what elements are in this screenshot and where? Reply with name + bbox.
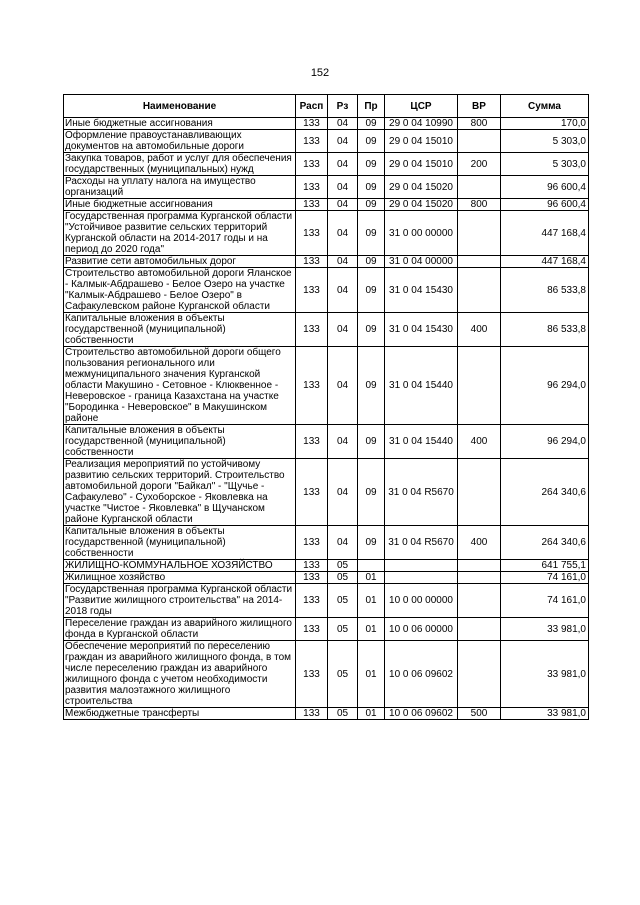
cell-sum: 264 340,6 (501, 459, 589, 526)
cell-rasp: 133 (296, 313, 328, 347)
table-row (64, 347, 589, 425)
cell-vr: 400 (458, 425, 501, 459)
cell-name: Строительство автомобильной дороги общего пользования регионального или межмуниципального значения Курганской области Макушино - Сетовное - Клюквенное - Неверовское - граница Казахстана на участке "Бородинка - Неверовское" в Макушинском районе (64, 347, 296, 425)
cell-name: Иные бюджетные ассигнования (64, 199, 296, 211)
cell-rasp: 133 (296, 584, 328, 618)
cell-csr: 10 0 00 00000 (385, 584, 458, 618)
table-row (64, 118, 589, 130)
cell-pr: 01 (358, 708, 385, 720)
col-header-csr: ЦСР (385, 95, 458, 118)
cell-pr: 09 (358, 118, 385, 130)
cell-name: Развитие сети автомобильных дорог (64, 256, 296, 268)
table-row (64, 526, 589, 560)
cell-csr: 31 0 04 R5670 (385, 459, 458, 526)
cell-name: Закупка товаров, работ и услуг для обеспечения государственных (муниципальных) нужд (64, 153, 296, 176)
cell-sum: 33 981,0 (501, 618, 589, 641)
cell-sum: 96 600,4 (501, 199, 589, 211)
cell-pr: 01 (358, 618, 385, 641)
cell-vr (458, 618, 501, 641)
cell-sum: 641 755,1 (501, 560, 589, 572)
cell-rasp: 133 (296, 199, 328, 211)
cell-pr (358, 560, 385, 572)
cell-rasp: 133 (296, 618, 328, 641)
cell-name: Строительство автомобильной дороги Яланское - Калмык-Абдрашево - Белое Озеро на участке "Калмык-Абдрашево - Белое Озеро" в Сафакулевском районе Курганской области (64, 268, 296, 313)
cell-rasp: 133 (296, 130, 328, 153)
cell-rasp: 133 (296, 572, 328, 584)
table-row (64, 176, 589, 199)
cell-rz: 05 (328, 584, 358, 618)
cell-name: Переселение граждан из аварийного жилищного фонда в Курганской области (64, 618, 296, 641)
cell-pr: 09 (358, 153, 385, 176)
cell-sum: 74 161,0 (501, 572, 589, 584)
col-header-pr: Пр (358, 95, 385, 118)
cell-rz: 05 (328, 618, 358, 641)
table-row (64, 256, 589, 268)
cell-csr: 29 0 04 15020 (385, 199, 458, 211)
cell-vr: 500 (458, 708, 501, 720)
cell-sum: 96 294,0 (501, 347, 589, 425)
col-header-rasp: Расп (296, 95, 328, 118)
cell-name: Расходы на уплату налога на имущество организаций (64, 176, 296, 199)
cell-rz: 04 (328, 459, 358, 526)
cell-name: Капитальные вложения в объекты государственной (муниципальной) собственности (64, 313, 296, 347)
cell-rz: 04 (328, 153, 358, 176)
cell-pr: 09 (358, 211, 385, 256)
cell-sum: 447 168,4 (501, 256, 589, 268)
cell-csr: 31 0 04 00000 (385, 256, 458, 268)
cell-rz: 04 (328, 313, 358, 347)
table-row (64, 130, 589, 153)
cell-sum: 86 533,8 (501, 268, 589, 313)
cell-pr: 01 (358, 641, 385, 708)
cell-vr (458, 256, 501, 268)
cell-name: ЖИЛИЩНО-КОММУНАЛЬНОЕ ХОЗЯЙСТВО (64, 560, 296, 572)
cell-rz: 04 (328, 347, 358, 425)
cell-vr (458, 641, 501, 708)
cell-rz: 04 (328, 425, 358, 459)
table-row (64, 618, 589, 641)
table-row (64, 313, 589, 347)
cell-csr: 29 0 04 15010 (385, 130, 458, 153)
cell-rz: 05 (328, 572, 358, 584)
cell-name: Капитальные вложения в объекты государственной (муниципальной) собственности (64, 425, 296, 459)
cell-rasp: 133 (296, 176, 328, 199)
cell-vr (458, 130, 501, 153)
table-row (64, 425, 589, 459)
cell-rasp: 133 (296, 425, 328, 459)
cell-pr: 09 (358, 313, 385, 347)
cell-sum: 86 533,8 (501, 313, 589, 347)
cell-rz: 04 (328, 268, 358, 313)
cell-sum: 5 303,0 (501, 130, 589, 153)
cell-rasp: 133 (296, 459, 328, 526)
cell-rasp: 133 (296, 256, 328, 268)
cell-rz: 04 (328, 176, 358, 199)
cell-sum: 264 340,6 (501, 526, 589, 560)
cell-vr (458, 347, 501, 425)
cell-pr: 09 (358, 176, 385, 199)
table-row (64, 459, 589, 526)
cell-pr: 01 (358, 572, 385, 584)
cell-pr: 09 (358, 256, 385, 268)
cell-pr: 09 (358, 347, 385, 425)
cell-rasp: 133 (296, 268, 328, 313)
col-header-vr: ВР (458, 95, 501, 118)
cell-name: Капитальные вложения в объекты государственной (муниципальной) собственности (64, 526, 296, 560)
cell-csr: 31 0 04 15430 (385, 268, 458, 313)
cell-csr: 31 0 04 R5670 (385, 526, 458, 560)
cell-rz: 05 (328, 708, 358, 720)
cell-rz: 04 (328, 211, 358, 256)
cell-csr: 31 0 04 15440 (385, 347, 458, 425)
cell-rasp: 133 (296, 708, 328, 720)
table-row (64, 268, 589, 313)
cell-pr: 09 (358, 425, 385, 459)
cell-sum: 447 168,4 (501, 211, 589, 256)
cell-rasp: 133 (296, 347, 328, 425)
col-header-rz: Рз (328, 95, 358, 118)
cell-sum: 33 981,0 (501, 641, 589, 708)
cell-csr: 29 0 04 15020 (385, 176, 458, 199)
cell-name: Жилищное хозяйство (64, 572, 296, 584)
cell-rasp: 133 (296, 211, 328, 256)
table-row (64, 560, 589, 572)
cell-sum: 33 981,0 (501, 708, 589, 720)
cell-sum: 74 161,0 (501, 584, 589, 618)
cell-vr: 200 (458, 153, 501, 176)
cell-pr: 09 (358, 130, 385, 153)
budget-table (63, 94, 589, 720)
cell-csr (385, 572, 458, 584)
cell-csr: 29 0 04 10990 (385, 118, 458, 130)
table-row (64, 584, 589, 618)
cell-csr: 10 0 06 00000 (385, 618, 458, 641)
cell-name: Государственная программа Курганской области "Развитие жилищного строительства" на 2014-2018 годы (64, 584, 296, 618)
cell-rz: 04 (328, 256, 358, 268)
cell-name: Реализация мероприятий по устойчивому развитию сельских территорий. Строительство автомобильной дороги "Байкал" - "Щучье - Сафакулево" - Сухоборское - Яковлевка на участке "Чистое - Яковлевка" в Щучанском районе Курганской области (64, 459, 296, 526)
cell-csr: 31 0 04 15430 (385, 313, 458, 347)
cell-csr: 10 0 06 09602 (385, 708, 458, 720)
cell-name: Государственная программа Курганской области "Устойчивое развитие сельских территорий Курганской области на 2014-2017 годы и на период до 2020 года" (64, 211, 296, 256)
cell-name: Межбюджетные трансферты (64, 708, 296, 720)
cell-vr (458, 176, 501, 199)
cell-csr: 31 0 00 00000 (385, 211, 458, 256)
cell-vr (458, 584, 501, 618)
cell-csr (385, 560, 458, 572)
col-header-name: Наименование (64, 95, 296, 118)
cell-rz: 04 (328, 526, 358, 560)
cell-vr: 400 (458, 526, 501, 560)
cell-csr: 31 0 04 15440 (385, 425, 458, 459)
table-header-row (64, 95, 589, 118)
table-row (64, 211, 589, 256)
cell-sum: 170,0 (501, 118, 589, 130)
cell-rasp: 133 (296, 526, 328, 560)
cell-vr (458, 211, 501, 256)
cell-pr: 09 (358, 526, 385, 560)
col-header-sum: Сумма (501, 95, 589, 118)
cell-pr: 09 (358, 459, 385, 526)
cell-rz: 04 (328, 199, 358, 211)
cell-sum: 96 294,0 (501, 425, 589, 459)
cell-name: Иные бюджетные ассигнования (64, 118, 296, 130)
cell-vr (458, 560, 501, 572)
cell-rz: 05 (328, 641, 358, 708)
cell-pr: 09 (358, 268, 385, 313)
cell-rz: 04 (328, 130, 358, 153)
cell-name: Обеспечение мероприятий по переселению граждан из аварийного жилищного фонда, в том числе переселению граждан из аварийного жилищного фонда с учетом необходимости развития малоэтажного жилищного строительства (64, 641, 296, 708)
cell-name: Оформление правоустанавливающих документов на автомобильные дороги (64, 130, 296, 153)
cell-pr: 09 (358, 199, 385, 211)
table-row (64, 708, 589, 720)
cell-sum: 96 600,4 (501, 176, 589, 199)
cell-vr (458, 572, 501, 584)
cell-rasp: 133 (296, 118, 328, 130)
table-row (64, 641, 589, 708)
cell-vr: 800 (458, 118, 501, 130)
cell-vr (458, 459, 501, 526)
cell-vr: 400 (458, 313, 501, 347)
cell-sum: 5 303,0 (501, 153, 589, 176)
cell-rasp: 133 (296, 560, 328, 572)
cell-rasp: 133 (296, 153, 328, 176)
table-row (64, 572, 589, 584)
cell-vr: 800 (458, 199, 501, 211)
cell-vr (458, 268, 501, 313)
cell-rz: 05 (328, 560, 358, 572)
table-row (64, 199, 589, 211)
cell-csr: 29 0 04 15010 (385, 153, 458, 176)
cell-rasp: 133 (296, 641, 328, 708)
table-row (64, 153, 589, 176)
cell-rz: 04 (328, 118, 358, 130)
cell-csr: 10 0 06 09602 (385, 641, 458, 708)
cell-pr: 01 (358, 584, 385, 618)
page-number: 152 (310, 67, 330, 79)
